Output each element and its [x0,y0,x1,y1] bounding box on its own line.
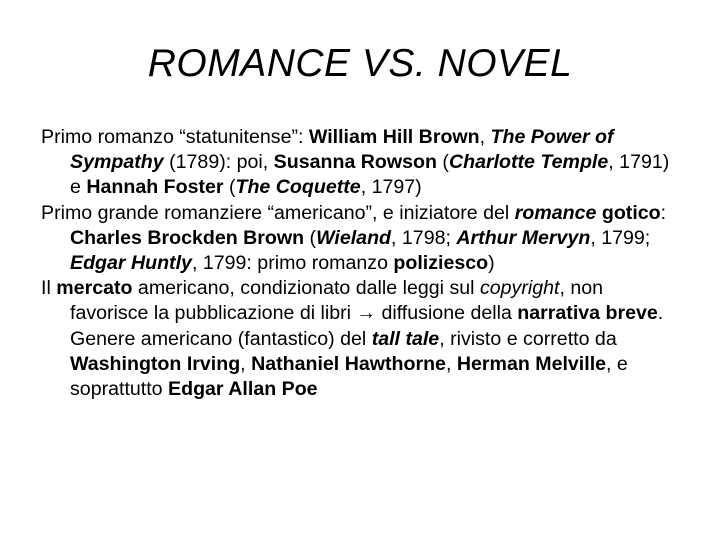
text-run: Charles Brockden Brown [70,226,305,249]
text-run: . Genere americano (fantastico) del [70,302,664,350]
text-run: Arthur Mervyn [456,226,591,249]
text-run: , 1791) e [70,151,670,199]
text-run: ( [436,151,449,174]
text-run: Herman Melville [456,352,607,375]
text-run: Nathaniel Hawthorne [251,352,446,375]
text-run: Edgar Huntly [70,252,192,275]
text-run: (1789): poi, [163,151,274,174]
text-run: Il [41,277,57,300]
text-run: , 1798; [391,226,457,249]
text-run: tall tale [371,327,440,350]
text-run: ( [304,226,317,249]
text-run: Primo romanzo “statunitense”: [41,126,309,148]
text-run: , 1797) [360,176,422,199]
text-run: William Hill Brown [308,126,480,148]
text-run: The Coquette [235,176,361,199]
text-run: mercato [56,277,133,300]
paragraph-first-novels [41,125,681,201]
slide-body [41,125,681,402]
text-run: romance [514,201,597,224]
text-run: , [240,352,252,375]
text-run: ( [223,176,236,199]
text-run: poliziesco [393,252,489,275]
text-run: Washington Irving [70,352,241,375]
text-run: Susanna Rowson [273,151,437,174]
text-run: copyright [479,277,560,300]
text-run: , non favorisce la pubblicazione di libri → diffusione della [70,277,604,325]
text-run: The Power of Sympathy [70,126,614,174]
text-run: , 1799; [590,226,651,249]
text-run: , 1799: primo romanzo [191,252,394,275]
text-run: Edgar Allan Poe [168,378,318,401]
text-run: ) [488,252,495,275]
text-run: , e soprattutto [70,352,628,401]
text-run: Charlotte Temple [448,151,609,174]
text-run: gotico [596,201,661,224]
text-run: Wieland [316,226,392,249]
slide-title: ROMANCE VS. NOVEL [147,42,573,85]
text-run: , rivisto e corretto da [439,327,617,350]
text-run: narrativa breve [517,302,658,325]
paragraph-market-and-short-fiction [41,276,681,402]
text-run: Primo grande romanziere “americano”, e iniziatore del [41,201,515,224]
text-run: , [479,126,491,148]
text-run: : [660,201,667,224]
text-run: americano, condizionato dalle leggi sul [132,277,480,300]
paragraph-first-great-novelist [41,201,681,277]
text-run: Hannah Foster [86,176,224,199]
text-run: , [445,352,457,375]
